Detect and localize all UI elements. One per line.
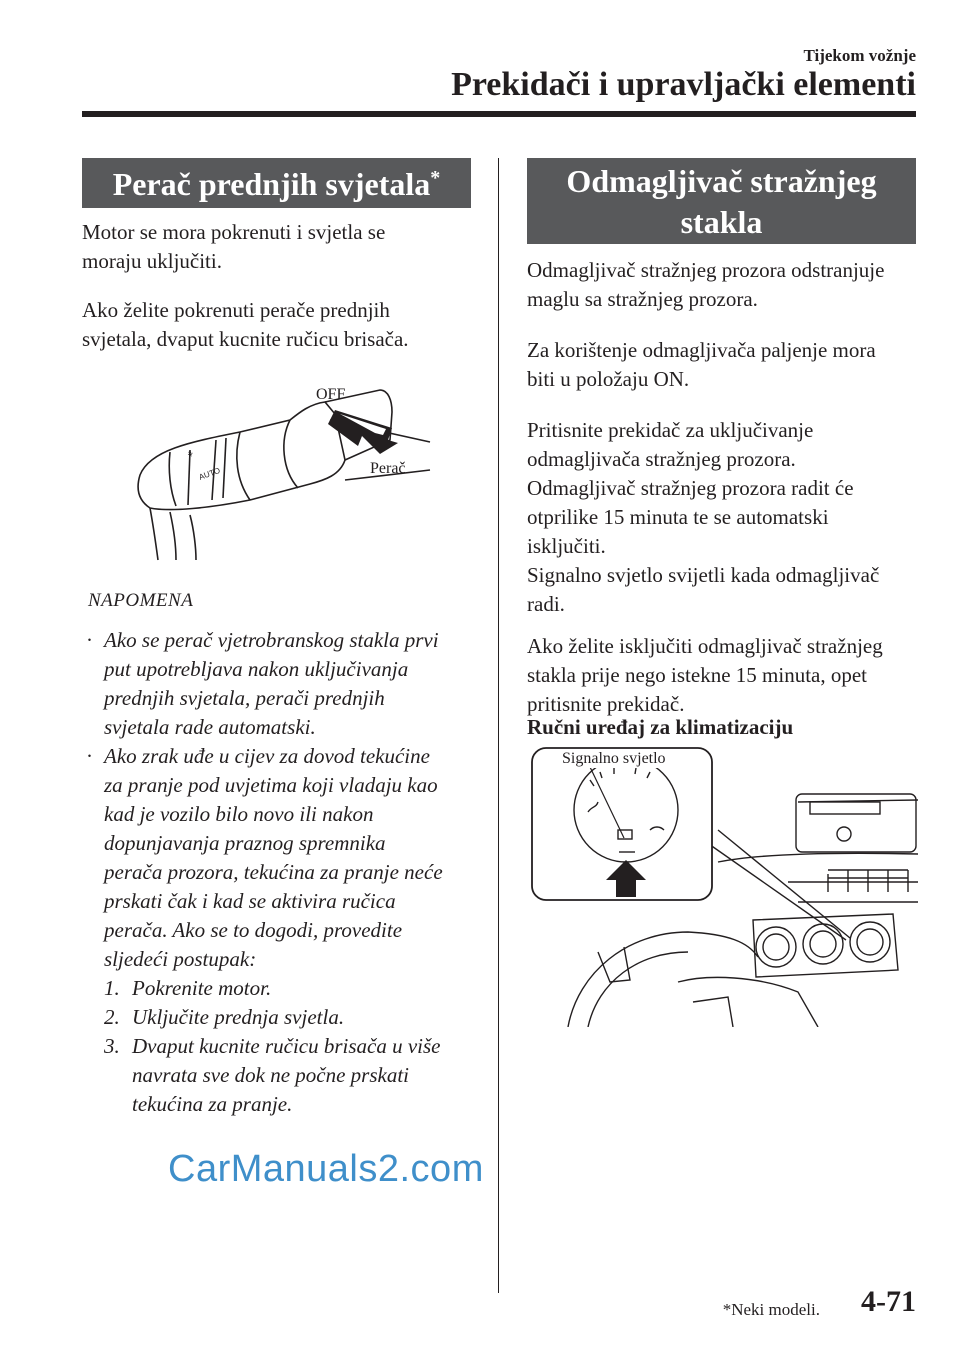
step-item <box>84 1032 494 1119</box>
text-line: Za korištenje odmagljivača paljenje mora <box>527 338 876 362</box>
step-item <box>84 1003 494 1032</box>
step-item <box>84 974 494 1003</box>
headlight-washer-heading <box>82 158 471 208</box>
right-para-4 <box>527 632 937 719</box>
column-divider <box>498 158 499 1293</box>
text-line: Motor se mora pokrenuti i svjetla se <box>82 220 386 244</box>
text-line: Uključite prednja svjetla. <box>132 1005 345 1029</box>
text-line: biti u položaju ON. <box>527 367 690 391</box>
text-line: Odmagljivač stražnjeg prozora radit će <box>527 476 854 500</box>
text-line: stakla prije nego istekne 15 minuta, opet <box>527 663 867 687</box>
svg-text:AUTO: AUTO <box>197 465 222 482</box>
left-para-2 <box>82 296 492 354</box>
text-line: perača. Ako se to dogodi, provedite <box>104 918 403 942</box>
right-para-2 <box>527 336 937 394</box>
text-line: otprilike 15 minuta te se automatski <box>527 505 829 529</box>
heading-line: stakla <box>680 204 763 240</box>
rear-defroster-heading <box>527 158 916 244</box>
optional-mark: * <box>430 167 441 189</box>
text-line: put upotrebljava nakon uključivanja <box>104 657 409 681</box>
bullet-item <box>84 742 494 974</box>
watermark-text: CarManuals2.com <box>168 1148 484 1190</box>
page-number: 4-71 <box>861 1285 916 1318</box>
text-line: Ako želite pokrenuti perače prednjih <box>82 298 390 322</box>
text-line: perača prozora, tekućina za pranje neće <box>104 860 443 884</box>
text-line: Ako želite isključiti odmagljivač stražnjeg <box>527 634 883 658</box>
section-title: Prekidači i upravljački elementi <box>451 66 916 103</box>
bullet-dot: · <box>86 628 93 652</box>
text-line: Pritisnite prekidač za uključivanje <box>527 418 814 442</box>
text-line: Ako zrak uđe u cijev za dovod tekućine <box>104 744 430 768</box>
text-line: sljedeći postupak: <box>104 947 257 971</box>
text-line: odmagljivača stražnjeg prozora. <box>527 447 796 471</box>
text-line: maglu sa stražnjeg prozora. <box>527 287 758 311</box>
climate-subheading: Ručni uređaj za klimatizaciju <box>527 715 794 739</box>
bullet-dot: · <box>86 744 93 768</box>
footer-note: *Neki modeli. <box>722 1300 820 1319</box>
right-para-3 <box>527 416 937 619</box>
chapter-title: Tijekom vožnje <box>803 46 916 65</box>
text-line: moraju uključiti. <box>82 249 222 273</box>
text-line: prskati čak i kad se aktivira ručica <box>104 889 396 913</box>
text-line: radi. <box>527 592 565 616</box>
text-line: za pranje pod uvjetima koji vladaju kao <box>104 773 438 797</box>
step-number: 1. <box>104 976 120 1000</box>
text-line: Dvaput kucnite ručicu brisača u više <box>132 1034 441 1058</box>
text-line: prednjih svjetala, perači prednjih <box>104 686 385 710</box>
text-line: dopunjavanja praznog spremnika <box>104 831 386 855</box>
right-para-1 <box>527 256 937 314</box>
text-line: Odmagljivač stražnjeg prozora odstranjuje <box>527 258 885 282</box>
text-line: Signalno svjetlo svijetli kada odmagljivač <box>527 563 880 587</box>
text-line: Pokrenite motor. <box>132 976 272 1000</box>
heading-line: Odmagljivač stražnjeg <box>566 163 877 199</box>
text-line: navrata sve dok ne počne prskati <box>132 1063 410 1087</box>
text-line: kad je vozilo bilo novo ili nakon <box>104 802 374 826</box>
heading-text: Perač prednjih svjetala <box>112 166 431 202</box>
text-line: svjetala rade automatski. <box>104 715 316 739</box>
left-para-1 <box>82 218 482 276</box>
note-title: NAPOMENA <box>88 590 194 611</box>
header-rule <box>82 111 916 117</box>
text-line: isključiti. <box>527 534 606 558</box>
label-off: OFF <box>316 386 346 403</box>
climate-control-illustration <box>528 742 918 1027</box>
note-bullet-1 <box>84 626 494 1119</box>
label-washer: Perač <box>370 460 406 477</box>
step-number: 2. <box>104 1005 120 1029</box>
svg-text:⚘: ⚘ <box>185 448 196 460</box>
text-line: tekućina za pranje. <box>132 1092 293 1116</box>
text-line: pritisnite prekidač. <box>527 692 685 716</box>
text-line: svjetala, dvaput kucnite ručicu brisača. <box>82 327 409 351</box>
label-signal-light: Signalno svjetlo <box>558 750 670 768</box>
bullet-item <box>84 626 494 742</box>
step-number: 3. <box>104 1034 120 1058</box>
text-line: Ako se perač vjetrobranskog stakla prvi <box>104 628 439 652</box>
